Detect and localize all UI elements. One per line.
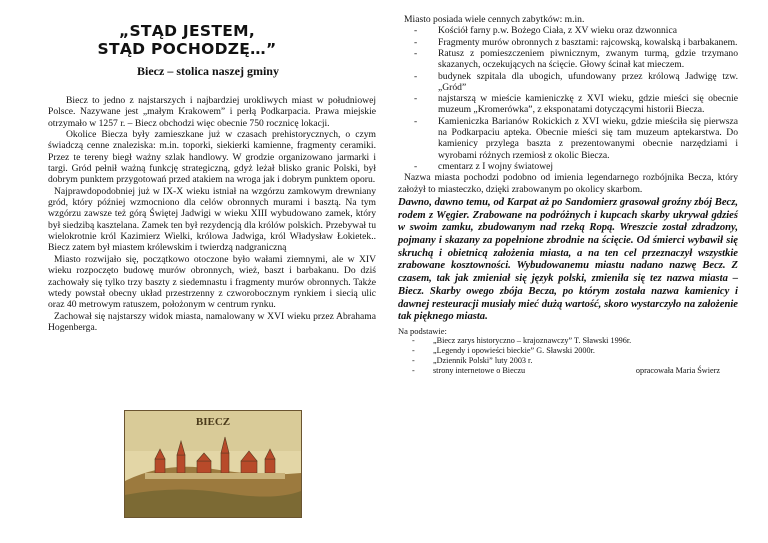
page-title xyxy=(62,22,312,58)
list-item: - Kamieniczka Barianów Rokickich z XVI wieku, gdzie mieściła się pierwsza na Podkarpaciu apteka. Obecnie mieści się tam muzeum aptekarstwa. Do kamienicy przylega baszta z prezentowanymi obecnie narzędziami i wyrobami różnych rzemiosł z okolic Biecza. xyxy=(414,115,738,161)
author-credit: opracowała Maria Świerz xyxy=(635,365,720,375)
source-item: - „Legendy i opowieści bieckie” G. Sławski 2000r. xyxy=(412,345,595,355)
paragraph: Biecz to jedno z najstarszych i najbardziej urokliwych miast w południowej Polsce. Nazywane jest „małym Krakowem” i perłą Podkarpacia. Prawa miejskie otrzymało w 1257 r. – Biecz obchodzi więc obecnie 750 rocznicę lokacji. xyxy=(48,95,376,129)
list-item-text: Ratusz z pomieszczeniem piwnicznym, zwanym turmą, gdzie trzymano skazanych, oczekujących na ścięcie. Głowy ścinał kat mieczem. xyxy=(438,47,738,71)
list-item-text: Fragmenty murów obronnych z basztami: rajcowską, kowalską i barbakanem. xyxy=(438,36,738,48)
list-item: - Ratusz z pomieszczeniem piwnicznym, zwanym turmą, gdzie trzymano skazanych, oczekujących na ścięcie. Głowy ścinał kat mieczem. xyxy=(414,47,738,71)
picture-caption: BIECZ xyxy=(195,416,231,428)
title-line-1: „STĄD JESTEM, xyxy=(118,22,256,40)
left-column xyxy=(48,22,376,333)
list-item-text: Kamieniczka Barianów Rokickich z XVI wieku, gdzie mieściła się pierwsza na Podkarpaciu apteka. Obecnie mieści się tam muzeum aptekarstwa. Do kamienicy przylega baszta z prezentowanymi obecnie narzędziami i wyrobami różnych rzemiosł z okolic Biecza. xyxy=(438,115,738,161)
source-text: „Biecz zarys historyczno – krajoznawczy” T. Sławski 1996r. xyxy=(433,335,632,345)
source-text: strony internetowe o Bieczu xyxy=(433,365,526,375)
list-item-text: budynek szpitala dla ubogich, ufundowany przez królową Jadwigę tzw. „Gród” xyxy=(438,70,738,93)
list-item-text: Kościół farny p.w. Bożego Ciała, z XV wieku oraz dzwonnica xyxy=(438,25,677,37)
city-panorama-illustration xyxy=(125,411,301,517)
source-item: - strony internetowe o Bieczu opracowała Maria Świerz xyxy=(412,365,720,375)
sources-title: Na podstawie: xyxy=(398,325,447,336)
source-item: - „Biecz zarys historyczno – krajoznawczy” T. Sławski 1996r. xyxy=(412,335,632,345)
source-text: „Dziennik Polski” luty 2003 r. xyxy=(433,355,533,365)
monuments-list xyxy=(398,25,738,172)
list-item: - cmentarz z I wojny światowej xyxy=(414,160,554,172)
paragraph: Okolice Biecza były zamieszkane już w czasach prehistorycznych, o czym świadczą cenne znaleziska: m.in. toporki, siekierki kamienne, fragmenty ceramiki. Przez te tereny biegł ważny szlak handlowy. W grodzie organizowano jarmarki i targi. Gród pełnił ważną funkcję strategiczną, gdyż leżał blisko granic Polski, był dobrym punktem przygotowań przed atakiem na wroga jak i dobrym punktem oporu. xyxy=(48,129,376,186)
list-item: - Fragmenty murów obronnych z basztami: rajcowską, kowalską i barbakanem. xyxy=(414,36,738,48)
list-item: - budynek szpitala dla ubogich, ufundowany przez królową Jadwigę tzw. „Gród” xyxy=(414,70,738,93)
sources-list xyxy=(398,336,738,376)
paragraph: Zachował się najstarszy widok miasta, namalowany w XVI wieku przez Abrahama Hogenberga. xyxy=(48,310,376,333)
name-origin-paragraph: Nazwa miasta pochodzi podobno od imienia legendarnego rozbójnika Becza, który założył to miasteczko, dzięki zrabowanym po okolicy skarbom. xyxy=(398,172,738,195)
right-column xyxy=(398,14,738,376)
page-subtitle: Biecz – stolica naszej gminy xyxy=(137,64,279,78)
historic-city-view-image xyxy=(124,410,302,518)
list-item-text: najstarszą w mieście kamieniczkę z XVI wieku, gdzie mieści się obecnie muzeum „Kromerówka”, z eksponatami dotyczącymi historii Biecza. xyxy=(438,93,738,116)
list-item: - najstarszą w mieście kamieniczkę z XVI wieku, gdzie mieści się obecnie muzeum „Kromerówka”, z eksponatami dotyczącymi historii Biecza. xyxy=(414,93,738,116)
paragraph: Najprawdopodobniej już w IX-X wieku istniał na wzgórzu zamkowym drewniany gród, który później wzmocniono dla celów obronnych murami i basztą. Na tym wzgórzu zawsze też górą Świętej Jadwigi w wieku XIII wybudowano zamek, który był siedzibą kasztelana. Zamek ten był rezydencją dla królów polskich. Przebywał tu wielokrotnie król Kazimierz Wielki, królowa Jadwiga, król Władysław Łokietek.. Biecz zatem był miastem królewskim i twierdzą nadgraniczną xyxy=(48,185,376,254)
source-item: - „Dziennik Polski” luty 2003 r. xyxy=(412,355,533,365)
monuments-intro: Miasto posiada wiele cennych zabytków: m.in. xyxy=(404,14,585,25)
list-item-text: cmentarz z I wojny światowej xyxy=(438,160,554,172)
source-text: „Legendy i opowieści bieckie” G. Sławski 2000r. xyxy=(433,345,595,355)
title-line-2: STĄD POCHODZĘ…” xyxy=(97,40,277,58)
paragraph: Miasto rozwijało się, początkowo otoczone było wałami ziemnymi, ale w XIV wieku rozpoczęto budowę murów obronnych, wież, baszt i barbakanu. Do dziś zachowały się tylko trzy baszty z siedemnastu i fragmenty murów obronnych. Także wtedy powstał obecny układ przestrzenny z czworobocznym rynkiem i siecią ulic oraz 40 metrowym ratuszem, położonym w centrum rynku. xyxy=(48,253,376,311)
list-item: - Kościół farny p.w. Bożego Ciała, z XV wieku oraz dzwonnica xyxy=(414,25,677,37)
legend-text: Dawno, dawno temu, od Karpat aż po Sandomierz grasował groźny zbój Becz, rodem z Węgier. Zrabowane na podróżnych i kupcach skarby ukrywał gdzieś w swoim zamku, zbudowanym nad rzeką Ropą. Wreszcie został zdradzony, pojmany i skazany za popełnione zbrodnie na ścięcie. Od śmierci wybawił się skruchą i obietnicą założenia miasta, a na ten cel przeznaczył wszystkie zrabowane kosztowności. Wybudowanemu miastu nadano nazwę Becz. Z czasem, tak jak zmieniał się język polski, zmieniła się tez nazwa miasta – Biecz. Skarby owego zbója Becza, po którym została nazwa kamienicy i dawnej resteuracji musiały mieć dużą wartość, skoro wystarczyło na założenie tak pięknego miasta. xyxy=(398,196,738,323)
